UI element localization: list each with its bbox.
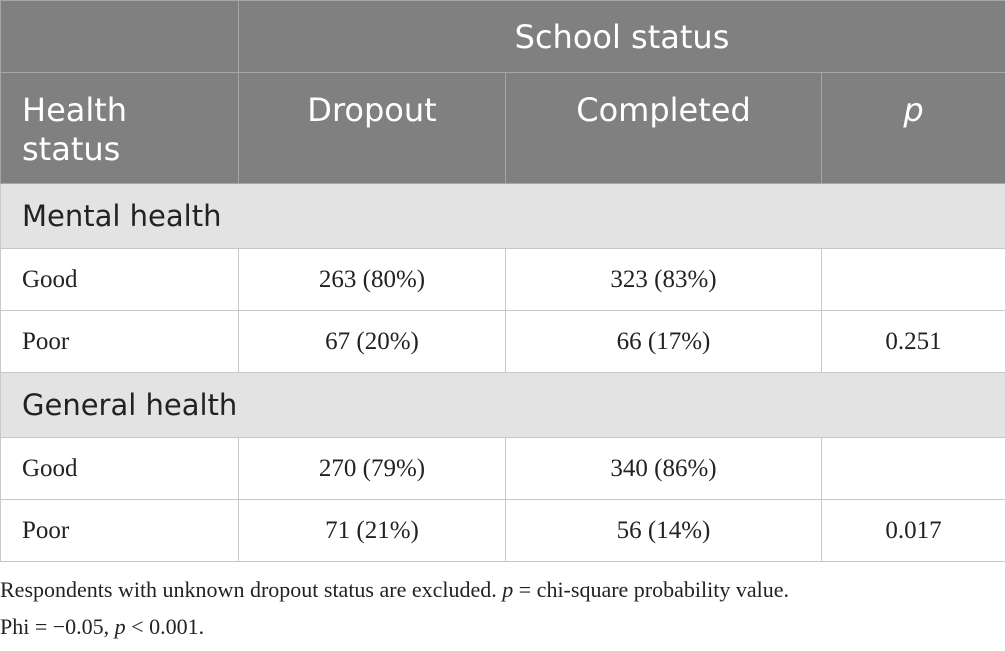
header-row-columns — [1, 73, 1005, 184]
dropout-header: Dropout — [239, 73, 506, 184]
dropout-cell: 263 (80%) — [239, 249, 506, 311]
health-status-header-line1: Health — [22, 91, 128, 129]
footnote-line-2 — [0, 608, 1005, 645]
section-title: Mental health — [1, 184, 1005, 249]
section-row-mental-health — [1, 184, 1005, 249]
footnote-p-symbol: p — [502, 577, 514, 602]
section-title: General health — [1, 373, 1005, 438]
table-row — [1, 438, 1005, 500]
header-row-group — [1, 1, 1005, 73]
footnote-text: Respondents with unknown dropout status are excluded. — [0, 577, 503, 602]
health-status-header-line2: status — [22, 130, 121, 168]
p-value-header: p — [822, 73, 1005, 184]
completed-cell: 340 (86%) — [506, 438, 822, 500]
completed-cell: 56 (14%) — [506, 500, 822, 562]
school-status-header: School status — [239, 1, 1005, 73]
dropout-cell: 67 (20%) — [239, 311, 506, 373]
p-value-cell: 0.017 — [822, 500, 1005, 562]
dropout-cell: 71 (21%) — [239, 500, 506, 562]
footnote-text: Phi = −0.05, — [0, 614, 115, 639]
header-empty-cell — [1, 1, 239, 73]
p-value-cell: 0.251 — [822, 311, 1005, 373]
footnote-p-symbol: p — [114, 614, 126, 639]
footnote-line-1 — [0, 571, 1005, 608]
footnote-text: < 0.001. — [125, 614, 205, 639]
row-label: Good — [1, 249, 239, 311]
table-row — [1, 249, 1005, 311]
dropout-cell: 270 (79%) — [239, 438, 506, 500]
table-row — [1, 500, 1005, 562]
p-value-cell — [822, 249, 1005, 311]
row-label: Good — [1, 438, 239, 500]
row-label: Poor — [1, 311, 239, 373]
row-label: Poor — [1, 500, 239, 562]
footnote-text: = chi-square probability value. — [513, 577, 789, 602]
table-row — [1, 311, 1005, 373]
completed-cell: 323 (83%) — [506, 249, 822, 311]
table-footnote — [0, 571, 1005, 645]
completed-cell: 66 (17%) — [506, 311, 822, 373]
p-value-cell — [822, 438, 1005, 500]
health-status-header — [1, 73, 239, 184]
section-row-general-health — [1, 373, 1005, 438]
completed-header: Completed — [506, 73, 822, 184]
